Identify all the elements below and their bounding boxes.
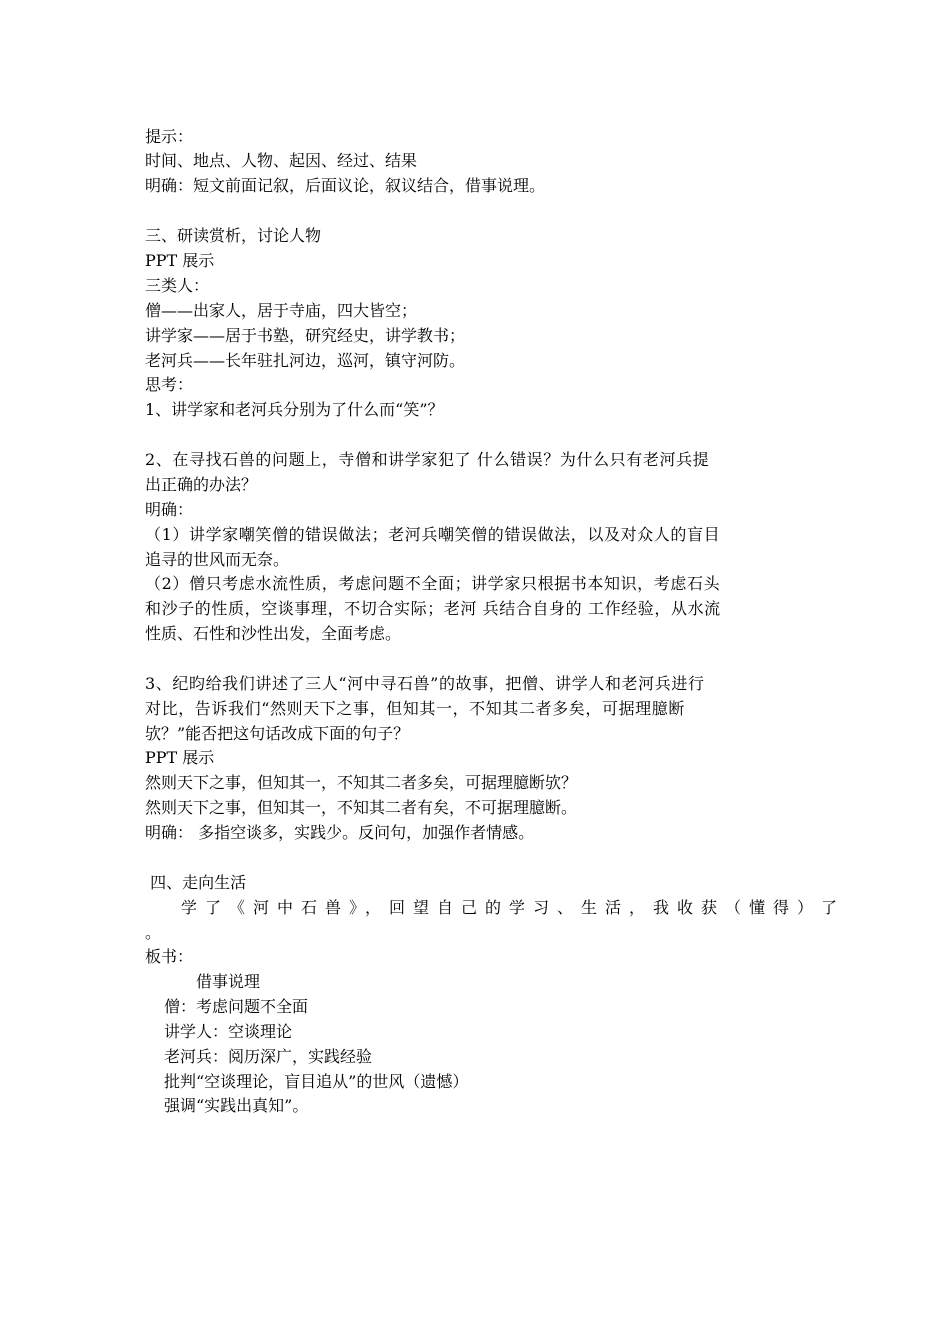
answer-2-line-1: （2）僧只考虑水流性质，考虑问题不全面；讲学家只根据书本知识，考虑石头 xyxy=(145,574,721,593)
answer-1-line-1: （1）讲学家嘲笑僧的错误做法；老河兵嘲笑僧的错误做法，以及对众人的盲目 xyxy=(145,525,721,544)
think-label: 思考： xyxy=(145,375,194,394)
clarify-label: 明确： xyxy=(145,500,194,519)
question-3-line-1: 3、纪昀给我们讲述了三人“河中寻石兽”的故事，把僧、讲学人和老河兵进行 xyxy=(145,674,705,693)
hint-items: 时间、地点、人物、起因、经过、结果 xyxy=(145,151,418,170)
life-prompt-line-1: 学了《河中石兽》，回望自己的学习、生活，我收获（懂得）了 xyxy=(181,898,846,917)
board-emphasize: 强调“实践出真知”。 xyxy=(164,1096,309,1115)
board-label: 板书： xyxy=(145,947,194,966)
question-1: 1、讲学家和老河兵分别为了什么而“笑”？ xyxy=(145,400,444,419)
board-scholar: 讲学人：空谈理论 xyxy=(164,1022,293,1041)
question-2-line-2: 出正确的办法？ xyxy=(145,475,258,494)
section4-heading: 四、走向生活 xyxy=(145,873,247,892)
sentence-b: 然则天下之事，但知其一，不知其二者有矣，不可据理臆断。 xyxy=(145,798,578,817)
type-monk: 僧——出家人，居于寺庙，四大皆空； xyxy=(145,301,418,320)
answer-2-line-2: 和沙子的性质，空谈事理，不切合实际；老河 兵结合自身的 工作经验，从水流 xyxy=(145,599,721,618)
types-label: 三类人： xyxy=(145,276,210,295)
life-prompt-line-2: 。 xyxy=(145,923,162,942)
answer-2-line-3: 性质、石性和沙性出发，全面考虑。 xyxy=(145,624,402,643)
board-soldier: 老河兵：阅历深广，实践经验 xyxy=(164,1047,373,1066)
type-soldier: 老河兵——长年驻扎河边，巡河，镇守河防。 xyxy=(145,351,466,370)
ppt-label-2: PPT 展示 xyxy=(145,748,215,767)
board-monk: 僧：考虑问题不全面 xyxy=(164,997,309,1016)
section3-heading: 三、研读赏析，讨论人物 xyxy=(145,226,322,245)
question-3-line-3: 欤？”能否把这句话改成下面的句子？ xyxy=(145,724,410,743)
hint-label: 提示： xyxy=(145,127,194,146)
clarify-text: 明确：短文前面记叙，后面议论，叙议结合，借事说理。 xyxy=(145,176,546,195)
question-2-line-1: 2、在寻找石兽的问题上，寺僧和讲学家犯了 什么错误？为什么只有老河兵提 xyxy=(145,450,710,469)
question-3-line-2: 对比，告诉我们“然则天下之事，但知其一，不知其二者多矣，可据理臆断 xyxy=(145,699,685,718)
ppt-label: PPT 展示 xyxy=(145,251,215,270)
answer-1-line-2: 追寻的世风而无奈。 xyxy=(145,550,290,569)
type-scholar: 讲学家——居于书塾，研究经史，讲学教书； xyxy=(145,326,466,345)
clarify-3: 明确： 多指空谈多，实践少。反问句，加强作者情感。 xyxy=(145,823,535,842)
board-criticize: 批判“空谈理论，盲目追从”的世风（遗憾） xyxy=(164,1072,469,1091)
board-title: 借事说理 xyxy=(196,972,261,991)
sentence-a: 然则天下之事，但知其一，不知其二者多矣，可据理臆断欤？ xyxy=(145,773,578,792)
